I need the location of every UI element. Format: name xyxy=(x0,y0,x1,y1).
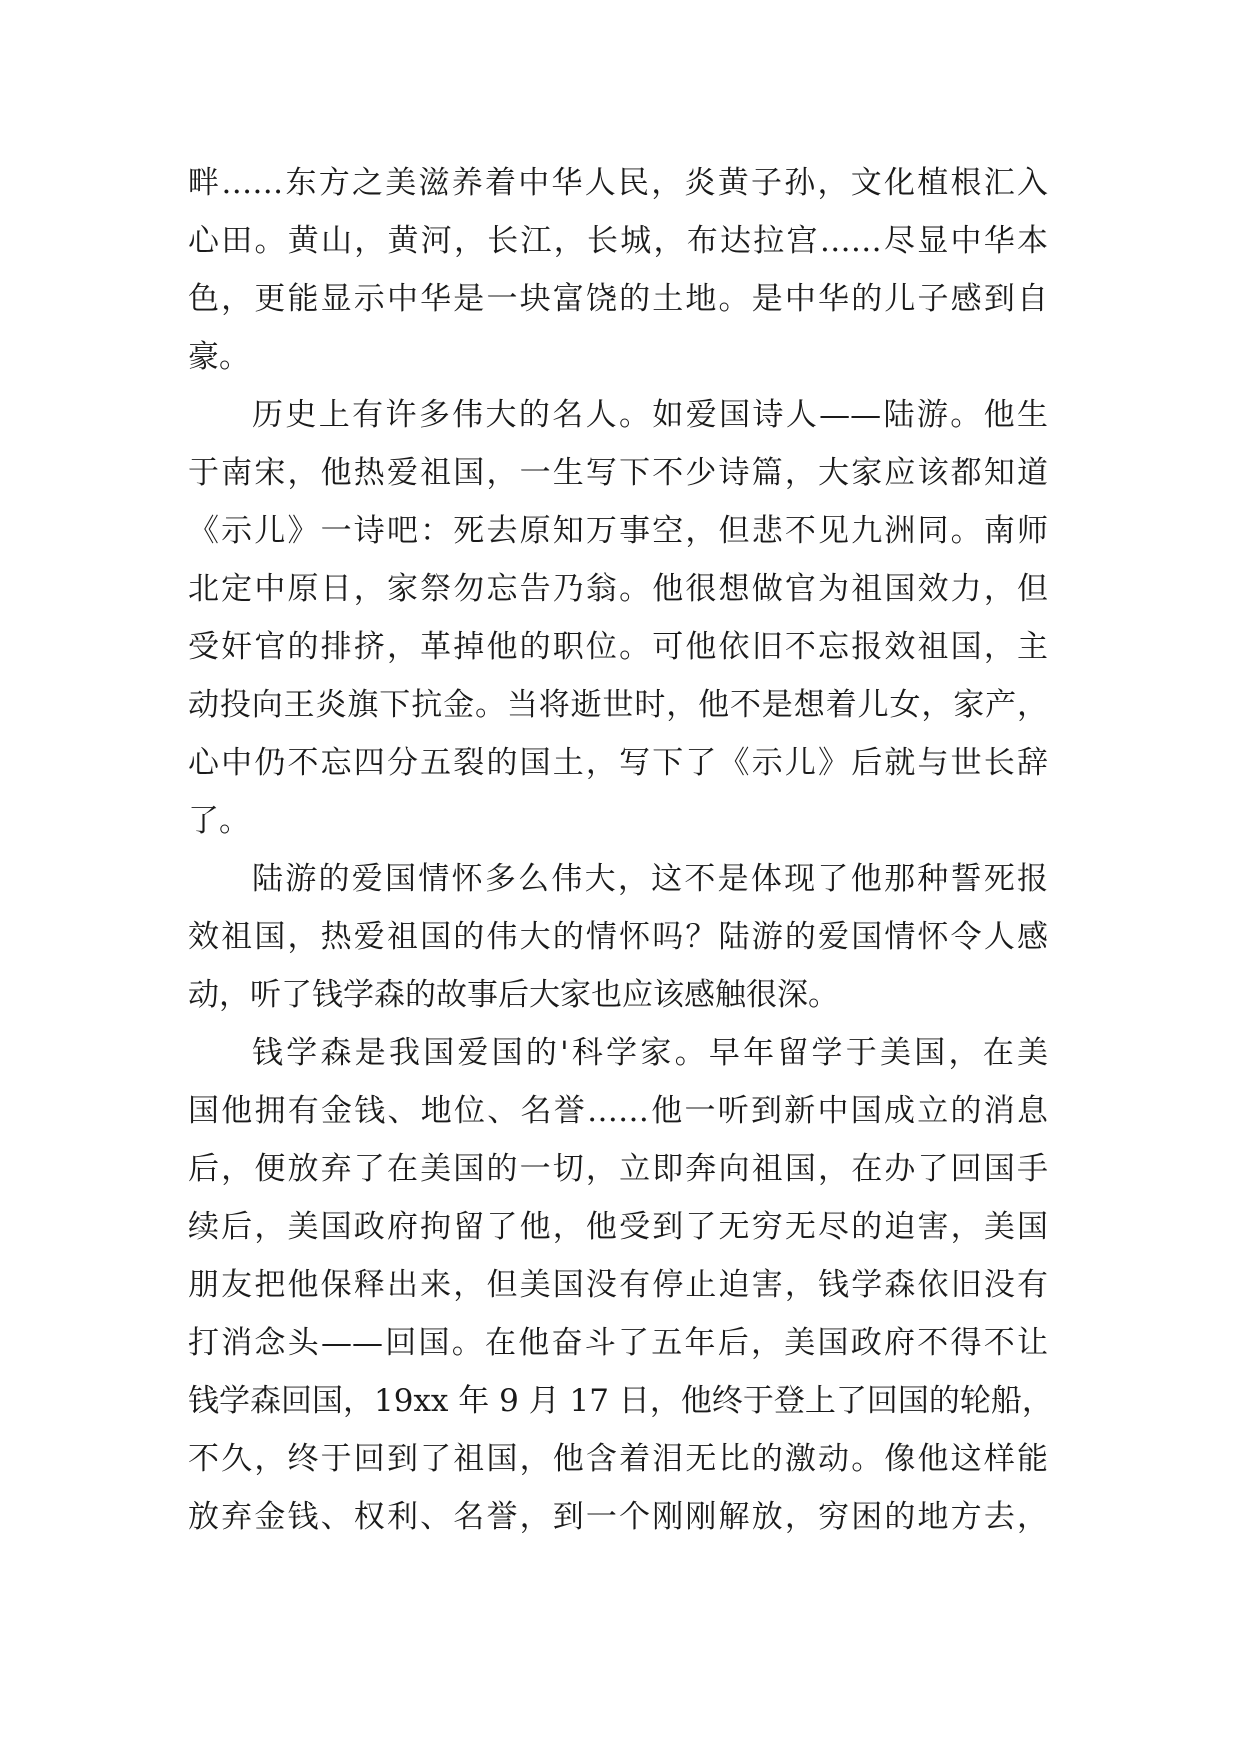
text-line: 受奸官的排挤，革掉他的职位。可他依旧不忘报效祖国，主 xyxy=(188,629,1048,665)
text-line: 畔……东方之美滋养着中华人民，炎黄子孙，文化植根汇入 xyxy=(188,165,1048,201)
text-line: 心田。黄山，黄河，长江，长城，布达拉宫……尽显中华本 xyxy=(188,223,1048,259)
text-line: 《示儿》一诗吧：死去原知万事空，但悲不见九洲同。南师 xyxy=(188,513,1048,549)
text-line: 国他拥有金钱、地位、名誉……他一听到新中国成立的消息 xyxy=(188,1093,1048,1129)
text-line: 心中仍不忘四分五裂的国土，写下了《示儿》后就与世长辞 xyxy=(188,745,1048,781)
text-line: 北定中原日，家祭勿忘告乃翁。他很想做官为祖国效力，但 xyxy=(188,571,1048,607)
paragraph-first-line: 历史上有许多伟大的名人。如爱国诗人——陆游。他生 xyxy=(252,397,1048,433)
text-line: 豪。 xyxy=(188,339,250,375)
text-line: 后，便放弃了在美国的一切，立即奔向祖国，在办了回国手 xyxy=(188,1151,1048,1187)
text-line: 动投向王炎旗下抗金。当将逝世时，他不是想着儿女，家产， xyxy=(188,687,1048,723)
text-line: 了。 xyxy=(188,803,250,839)
text-line: 放弃金钱、权利、名誉，到一个刚刚解放，穷困的地方去， xyxy=(188,1499,1048,1535)
text-line: 于南宋，他热爱祖国，一生写下不少诗篇，大家应该都知道 xyxy=(188,455,1048,491)
text-line: 效祖国，热爱祖国的伟大的情怀吗？陆游的爱国情怀令人感 xyxy=(188,919,1048,955)
text-line: 色，更能显示中华是一块富饶的土地。是中华的儿子感到自 xyxy=(188,281,1048,317)
text-line: 朋友把他保释出来，但美国没有停止迫害，钱学森依旧没有 xyxy=(188,1267,1048,1303)
text-line: 续后，美国政府拘留了他，他受到了无穷无尽的迫害，美国 xyxy=(188,1209,1048,1245)
paragraph-first-line: 钱学森是我国爱国的'科学家。早年留学于美国，在美 xyxy=(252,1035,1048,1071)
text-line: 打消念头——回国。在他奋斗了五年后，美国政府不得不让 xyxy=(188,1325,1048,1361)
paragraph-first-line: 陆游的爱国情怀多么伟大，这不是体现了他那种誓死报 xyxy=(252,861,1048,897)
text-line: 不久，终于回到了祖国，他含着泪无比的激动。像他这样能 xyxy=(188,1441,1048,1477)
text-line: 钱学森回国，19xx 年 9 月 17 日，他终于登上了回国的轮船， xyxy=(188,1383,1053,1419)
text-line: 动，听了钱学森的故事后大家也应该感触很深。 xyxy=(188,977,839,1013)
document-body xyxy=(188,154,1053,1546)
